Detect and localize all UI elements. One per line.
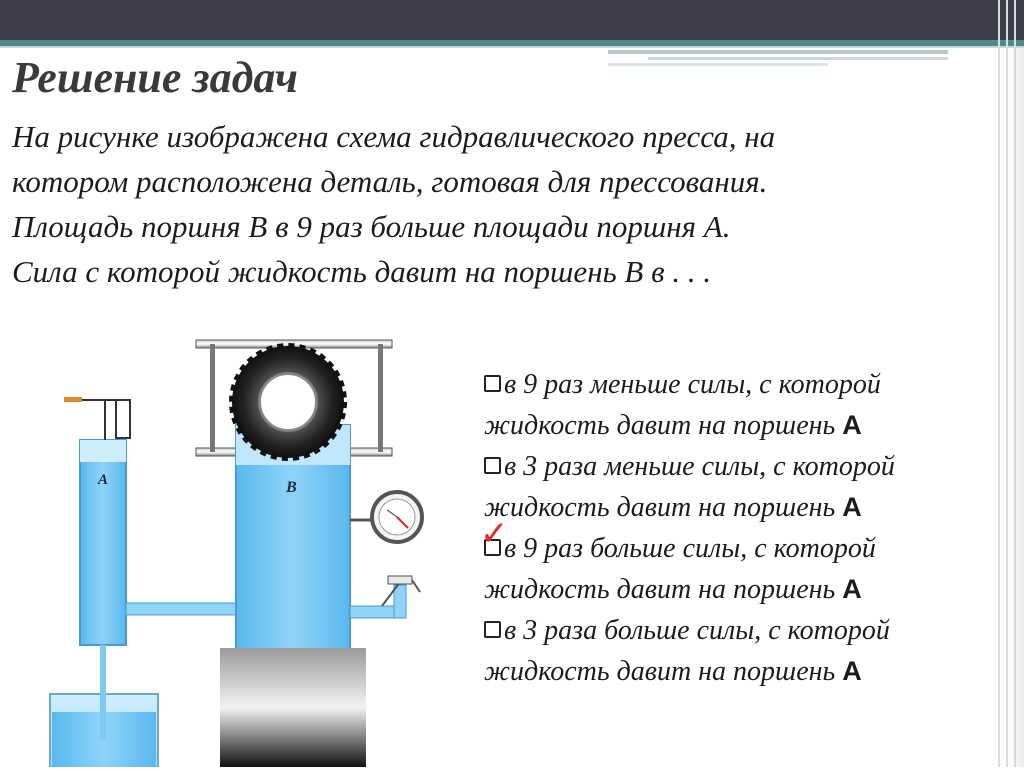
check-mark-icon: ✓ [480, 514, 509, 554]
small-piston-handle [64, 397, 130, 440]
answer-text-line1: в 9 раз больше силы, с которой [504, 533, 876, 564]
checkbox-icon [484, 457, 501, 474]
slide-title: Решение задач [12, 53, 298, 102]
answer-text-line2: жидкость давит на поршень [484, 656, 843, 687]
hydraulic-press-figure [30, 330, 450, 767]
answer-text-line1: в 3 раза меньше силы, с которой [504, 451, 895, 482]
cylinder-b-label: B [286, 479, 297, 496]
answer-text-line2: жидкость давит на поршень [484, 492, 843, 523]
answer-option[interactable] [484, 364, 1004, 446]
header-band [0, 0, 1024, 40]
answer-option[interactable] [484, 446, 1004, 528]
answer-text-line2: жидкость давит на поршень [484, 410, 843, 441]
press-base [220, 648, 366, 767]
answer-option[interactable] [484, 610, 1004, 692]
answer-piston-letter: А [842, 410, 862, 440]
answer-piston-letter: А [842, 492, 862, 522]
answer-text-line1: в 3 раза больше силы, с которой [504, 615, 890, 646]
checkbox-icon [484, 375, 501, 392]
connecting-pipe [126, 603, 236, 615]
answer-piston-letter: А [842, 574, 862, 604]
valve-icon [350, 576, 420, 618]
problem-line: На рисунке изображена схема гидравлического пресса, на [12, 119, 776, 154]
header-divider [0, 46, 1024, 48]
problem-line: Площадь поршня В в 9 раз больше площади поршня А. [12, 209, 731, 244]
checkbox-icon [484, 621, 501, 638]
answer-text-line2: жидкость давит на поршень [484, 574, 843, 605]
answer-text-line1: в 9 раз меньше силы, с которой [504, 369, 881, 400]
answer-option-correct[interactable] [480, 514, 1004, 610]
answer-piston-letter: А [842, 656, 862, 686]
problem-line: Сила с которой жидкость давит на поршень В в . . . [12, 254, 712, 289]
page-edge-shadow [1008, 48, 1024, 767]
tire-icon [232, 346, 344, 458]
header-decoration [608, 50, 1024, 68]
pressure-gauge-icon [350, 492, 422, 542]
problem-statement [12, 114, 992, 294]
cylinder-a-label: A [98, 472, 109, 488]
answer-options [480, 364, 1004, 692]
problem-line: котором расположена деталь, готовая для прессования. [12, 164, 768, 199]
